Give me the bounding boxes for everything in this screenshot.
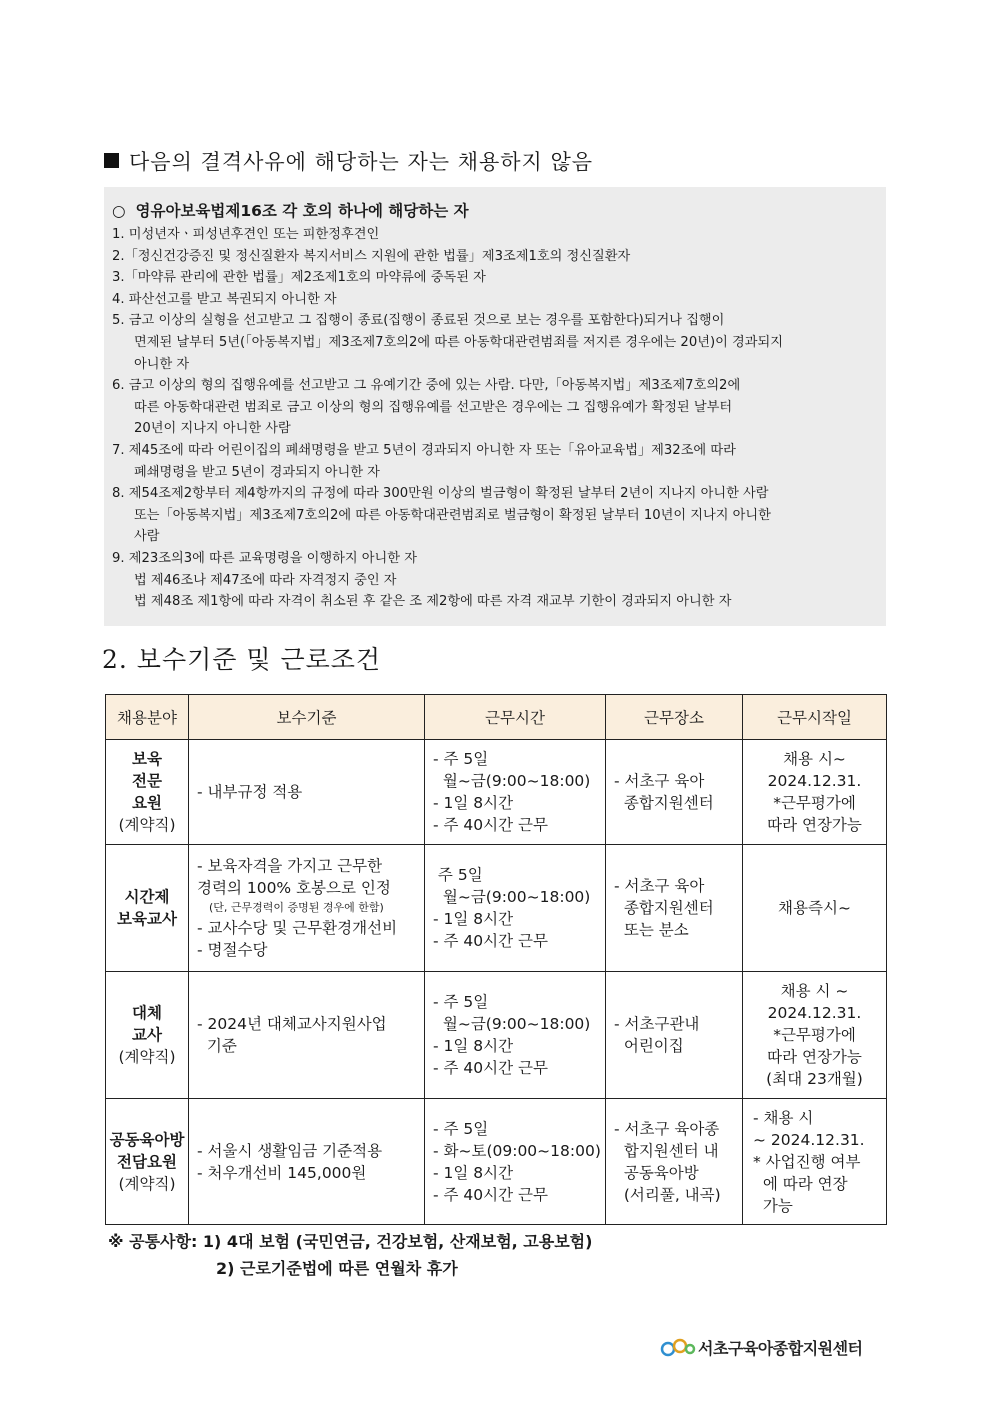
cell-line: - 서초구 육아 (614, 877, 705, 895)
cell-line: 주 5일 (433, 866, 483, 884)
category-line: 전문 (132, 772, 162, 790)
hours-cell (425, 740, 606, 845)
cell-line: - 서초구관내 (614, 1015, 700, 1033)
cell-line: - 화~토(09:00~18:00) (433, 1141, 601, 1160)
cell-line: - 서초구 육아종 (614, 1119, 720, 1138)
header-place: 근무장소 (606, 695, 743, 740)
start-cell (743, 972, 887, 1099)
disqualification-line: 따른 아동학대관련 범죄로 금고 이상의 형의 집행유예를 선고받은 경우에는 그 집행유예가 확정된 날부터 (134, 399, 733, 415)
cell-line: - 처우개선비 145,000원 (197, 1163, 367, 1182)
disqualification-line: 8. 제54조제2항부터 제4항까지의 규정에 따라 300만원 이상의 벌금형이 확정된 날부터 2년이 지나지 아니한 사람 (112, 486, 769, 502)
category-cell (106, 1099, 189, 1225)
category-subtitle: (계약직) (118, 816, 176, 834)
cell-line: - 주 5일 (433, 750, 489, 768)
cell-line: ~ 2024.12.31. (753, 1130, 865, 1149)
disqualification-line: 사람 (134, 529, 160, 545)
place-cell (606, 845, 743, 972)
square-bullet-icon (104, 153, 119, 168)
cell-line: 채용 시~ (783, 750, 846, 768)
disqualification-line: 법 제48조 제1항에 따라 자격이 취소된 후 같은 조 제2항에 따른 자격 재교부 기한이 경과되지 아니한 자 (134, 594, 732, 610)
pay-cell (189, 740, 425, 845)
cell-line: - 서초구 육아 (614, 772, 705, 790)
cell-line: - 서울시 생활임금 기준적용 (197, 1141, 383, 1160)
category-line: 보육 (132, 750, 162, 768)
disqualification-box (104, 187, 886, 626)
category-line: 보육교사 (117, 910, 177, 928)
cell-line: 가능 (753, 1196, 793, 1215)
cell-line: 어린이집 (614, 1037, 684, 1055)
start-cell (743, 1099, 887, 1225)
conditions-table (105, 694, 887, 1225)
disqualification-line: 7. 제45조에 따라 어린이집의 폐쇄명령을 받고 5년이 경과되지 아니한 자 또는「유아교육법」제32조에 따라 (112, 442, 736, 458)
cell-line: (최대 23개월) (766, 1070, 863, 1088)
disqualification-line: 폐쇄명령을 받고 5년이 경과되지 아니한 자 (134, 464, 380, 480)
box-heading: ○ 영유아보육법제16조 각 호의 하나에 해당하는 자 (112, 202, 469, 220)
cell-line: 따라 연장가능 (767, 816, 862, 834)
disqualification-line: 또는「아동복지법」제3조제7호의2에 따른 아동학대관련범죄로 벌금형이 확정된 날부터 10년이 지나지 아니한 (134, 507, 771, 523)
cell-line: - 교사수당 및 근무환경개선비 (197, 919, 398, 937)
place-cell (606, 740, 743, 845)
disqualification-line: 5. 금고 이상의 실형을 선고받고 그 집행이 종료(집행이 종료된 것으로 보는 경우를 포함한다)되거나 집행이 (112, 313, 725, 329)
category-line: 시간제 (124, 888, 170, 906)
cell-line: 공동육아방 (614, 1163, 699, 1182)
cell-line: 채용즉시~ (778, 899, 851, 917)
cell-line: *근무평가에 (773, 794, 856, 812)
table-row (106, 972, 887, 1099)
circle-bullet-icon: ○ (112, 202, 126, 220)
disqualification-line: 20년이 지나지 아니한 사람 (134, 421, 291, 437)
cell-line: 2024.12.31. (767, 772, 862, 790)
cell-line: 따라 연장가능 (767, 1048, 862, 1066)
category-subtitle: (계약직) (118, 1174, 176, 1193)
cell-line: 종합지원센터 (614, 794, 714, 812)
cell-line: 2024.12.31. (767, 1004, 862, 1022)
cell-line: - 내부규정 적용 (197, 783, 303, 801)
disqualification-line: 아니한 자 (134, 356, 190, 372)
center-logo-icon (660, 1334, 696, 1360)
cell-line: - 주 40시간 근무 (433, 1185, 548, 1204)
note-line-1: ※ 공통사항: 1) 4대 보험 (국민연금, 건강보험, 산재보험, 고용보험) (108, 1232, 593, 1251)
cell-line: 또는 분소 (614, 921, 689, 939)
cell-line: - 명절수당 (197, 941, 268, 959)
pay-cell (189, 845, 425, 972)
disqualification-line: 3.「마약류 관리에 관한 법률」제2조제1호의 마약류에 중독된 자 (112, 270, 486, 286)
cell-line: 종합지원센터 (614, 899, 714, 917)
cell-line: 월~금(9:00~18:00) (433, 888, 591, 906)
cell-line: - 주 5일 (433, 1119, 489, 1138)
section1-title: 다음의 결격사유에 해당하는 자는 채용하지 않음 (104, 146, 593, 176)
cell-line: 합지원센터 내 (614, 1141, 719, 1160)
cell-line: 월~금(9:00~18:00) (433, 772, 591, 790)
disqualification-line: 면제된 날부터 5년(「아동복지법」제3조제7호의2에 따른 아동학대관련범죄를 저지른 경우에는 20년)이 경과되지 (134, 334, 783, 350)
pay-note: (단, 근무경력이 증명된 경우에 한함) (209, 901, 384, 914)
header-start: 근무시작일 (743, 695, 887, 740)
category-subtitle: (계약직) (118, 1048, 176, 1066)
table-header-row (106, 695, 887, 740)
category-line: 대체 (132, 1004, 162, 1022)
table-row (106, 740, 887, 845)
category-cell (106, 972, 189, 1099)
header-category: 채용분야 (106, 695, 189, 740)
category-cell (106, 740, 189, 845)
table-row (106, 1099, 887, 1225)
section2-title: 2. 보수기준 및 근로조건 (102, 645, 382, 674)
start-cell (743, 740, 887, 845)
category-line: 요원 (132, 794, 162, 812)
hours-cell (425, 845, 606, 972)
header-hours: 근무시간 (425, 695, 606, 740)
cell-line: 월~금(9:00~18:00) (433, 1015, 591, 1033)
cell-line: - 2024년 대체교사지원사업 (197, 1015, 387, 1033)
cell-line: (서리풀, 내곡) (614, 1185, 721, 1204)
center-logo: 서초구육아종합지원센터 (660, 1333, 863, 1361)
category-line: 공동육아방 (109, 1130, 185, 1149)
disqualification-line: 4. 파산선고를 받고 복권되지 아니한 자 (112, 291, 337, 307)
cell-line: 채용 시 ~ (780, 982, 849, 1000)
disqualification-line: 9. 제23조의3에 따른 교육명령을 이행하지 아니한 자 (112, 550, 417, 566)
disqualification-line: 1. 미성년자ㆍ피성년후견인 또는 피한정후견인 (112, 227, 380, 242)
cell-line: - 채용 시 (753, 1108, 814, 1127)
pay-cell (189, 972, 425, 1099)
cell-line: - 주 40시간 근무 (433, 816, 548, 834)
common-notes (108, 1228, 592, 1282)
cell-line: 경력의 100% 호봉으로 인정 (197, 879, 391, 897)
disqualification-list (112, 224, 887, 613)
cell-line: * 사업진행 여부 (753, 1152, 861, 1171)
pay-cell (189, 1099, 425, 1225)
category-cell (106, 845, 189, 972)
category-line: 전담요원 (117, 1152, 177, 1171)
cell-line: - 1일 8시간 (433, 1163, 514, 1182)
place-cell (606, 1099, 743, 1225)
note-line-2: 2) 근로기준법에 따른 연월차 휴가 (216, 1259, 458, 1278)
start-cell (743, 845, 887, 972)
cell-line: - 1일 8시간 (433, 794, 514, 812)
hours-cell (425, 1099, 606, 1225)
cell-line: 에 따라 연장 (753, 1174, 848, 1193)
cell-line: - 주 5일 (433, 993, 489, 1011)
disqualification-line: 6. 금고 이상의 형의 집행유예를 선고받고 그 유예기간 중에 있는 사람. 다만,「아동복지법」제3조제7호의2에 (112, 378, 741, 394)
cell-line: - 주 40시간 근무 (433, 1059, 548, 1077)
cell-line: 기준 (197, 1037, 237, 1055)
category-line: 교사 (132, 1026, 162, 1044)
disqualification-line: 법 제46조나 제47조에 따라 자격정지 중인 자 (134, 572, 397, 588)
cell-line: - 주 40시간 근무 (433, 932, 548, 950)
cell-line: - 보육자격을 가지고 근무한 (197, 857, 383, 875)
cell-line: - 1일 8시간 (433, 910, 514, 928)
table-row (106, 845, 887, 972)
cell-line: - 1일 8시간 (433, 1037, 514, 1055)
cell-line: *근무평가에 (773, 1026, 856, 1044)
disqualification-line: 2.「정신건강증진 및 정신질환자 복지서비스 지원에 관한 법률」제3조제1호의 정신질환자 (112, 248, 631, 264)
hours-cell (425, 972, 606, 1099)
header-pay: 보수기준 (189, 695, 425, 740)
place-cell (606, 972, 743, 1099)
